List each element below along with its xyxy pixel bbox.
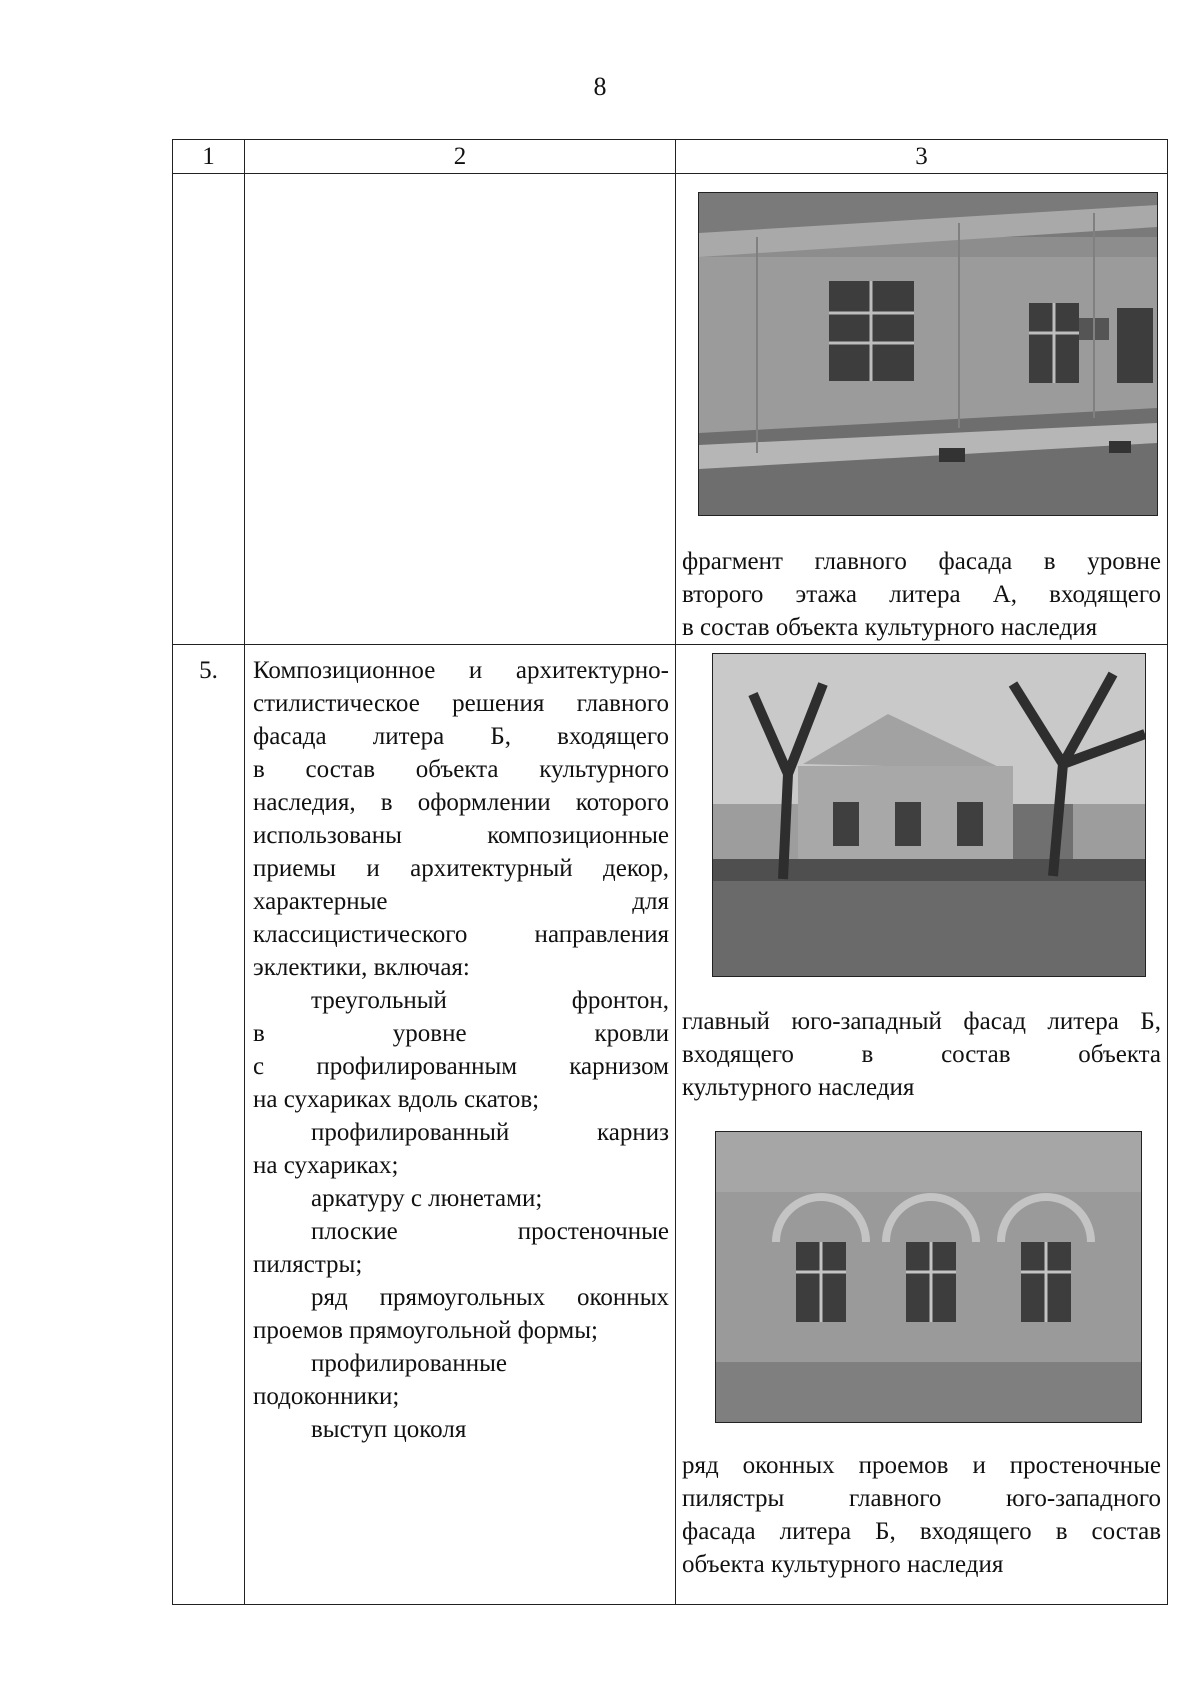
description-line: аркатуру с люнетами; bbox=[311, 1185, 543, 1212]
table-row bbox=[173, 645, 1168, 1605]
description-line: профилированный карниз bbox=[311, 1119, 669, 1146]
southwest-facade-photo bbox=[712, 653, 1146, 977]
description-line: треугольный фронтон, bbox=[311, 987, 669, 1014]
row-description bbox=[245, 645, 676, 1605]
row-number-cell bbox=[173, 174, 245, 645]
caption-line: фрагмент главного фасада в уровне bbox=[682, 548, 1161, 575]
row-description-cell bbox=[245, 174, 676, 645]
description-line: в состав объекта культурного bbox=[253, 756, 669, 783]
description-line: на сухариках; bbox=[253, 1152, 399, 1179]
description-line: на сухариках вдоль скатов; bbox=[253, 1086, 540, 1113]
description-line: Композиционное и архитектурно- bbox=[253, 657, 669, 684]
description-line: пилястры; bbox=[253, 1251, 363, 1278]
row-number: 5. bbox=[173, 645, 245, 1605]
window-openings-photo bbox=[715, 1131, 1142, 1423]
caption-line: пилястры главного юго-западного bbox=[682, 1485, 1161, 1512]
header-col-1: 1 bbox=[173, 140, 245, 174]
description-line: приемы и архитектурный декор, bbox=[253, 855, 669, 882]
description-line: стилистическое решения главного bbox=[253, 690, 669, 717]
caption-line: главный юго-западный фасад литера Б, bbox=[682, 1008, 1161, 1035]
caption-line: входящего в состав объекта bbox=[682, 1041, 1161, 1068]
description-line: классицистического направления bbox=[253, 921, 669, 948]
caption-line: ряд оконных проемов и простеночные bbox=[682, 1452, 1161, 1479]
heritage-table bbox=[172, 139, 1168, 1605]
description-line: профилированные bbox=[311, 1350, 508, 1377]
page-number: 8 bbox=[593, 72, 607, 101]
description-line: с профилированным карнизом bbox=[253, 1053, 669, 1080]
header-col-2: 2 bbox=[245, 140, 676, 174]
header-col-3: 3 bbox=[676, 140, 1168, 174]
description-line: наследия, в оформлении которого bbox=[253, 789, 669, 816]
row-photos-cell bbox=[676, 645, 1168, 1605]
caption-line: второго этажа литера А, входящего bbox=[682, 581, 1161, 608]
description-line: подоконники; bbox=[253, 1383, 400, 1410]
description-line: эклектики, включая: bbox=[253, 954, 470, 981]
caption-line: фасада литера Б, входящего в состав bbox=[682, 1518, 1161, 1545]
description-line: проемов прямоугольной формы; bbox=[253, 1317, 598, 1344]
description-line: выступ цоколя bbox=[311, 1416, 467, 1443]
row-photos-cell bbox=[676, 174, 1168, 645]
caption-line: культурного наследия bbox=[682, 1074, 915, 1101]
description-line: плоские простеночные bbox=[311, 1218, 669, 1245]
table-header-row bbox=[173, 140, 1168, 174]
description-line: ряд прямоугольных оконных bbox=[311, 1284, 669, 1311]
description-line: использованы композиционные bbox=[253, 822, 669, 849]
caption-line: в состав объекта культурного наследия bbox=[682, 614, 1098, 641]
description-line: в уровне кровли bbox=[253, 1020, 669, 1047]
table-row bbox=[173, 174, 1168, 645]
facade-fragment-photo bbox=[698, 192, 1158, 516]
description-line: фасада литера Б, входящего bbox=[253, 723, 669, 750]
description-line: характерные для bbox=[253, 888, 669, 915]
caption-line: объекта культурного наследия bbox=[682, 1551, 1004, 1578]
